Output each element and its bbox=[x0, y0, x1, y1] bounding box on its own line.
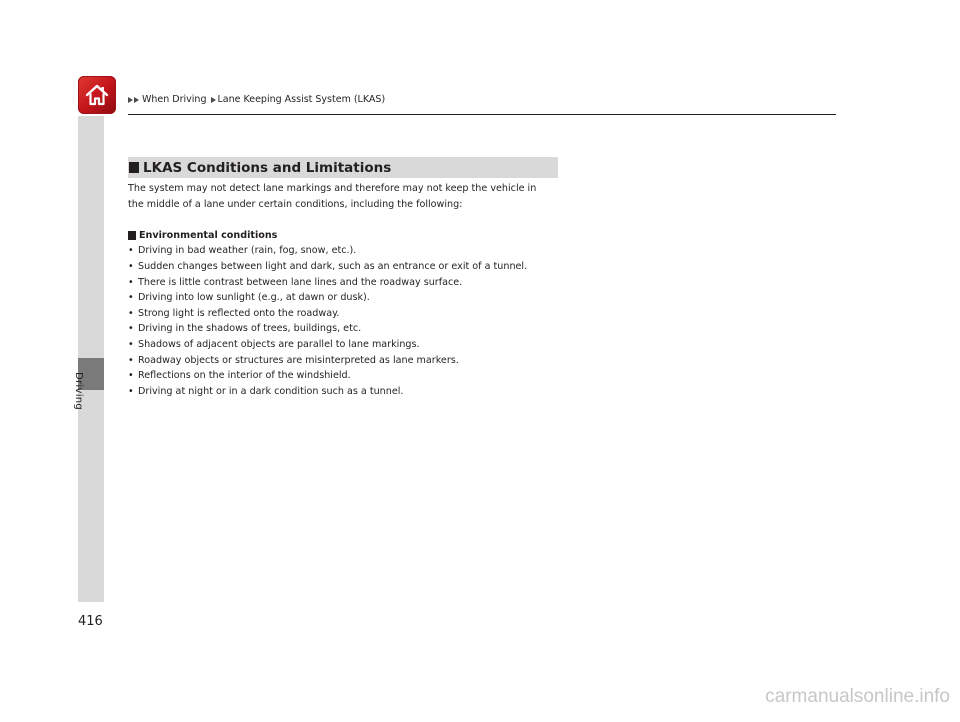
list-item bbox=[128, 368, 578, 384]
bullet-icon: • bbox=[128, 354, 134, 366]
list-item-text: Shadows of adjacent objects are parallel to lane markings. bbox=[138, 338, 420, 350]
list-item bbox=[128, 290, 578, 306]
breadcrumb-arrow-icon bbox=[128, 97, 133, 103]
bullet-icon: • bbox=[128, 338, 134, 350]
breadcrumb-item-when-driving[interactable]: When Driving bbox=[142, 94, 207, 105]
watermark: carmanualsonline.info bbox=[765, 686, 950, 707]
list-item bbox=[128, 321, 578, 337]
list-item bbox=[128, 259, 578, 275]
bullet-icon: • bbox=[128, 245, 134, 257]
sidebar-tab-lower bbox=[78, 390, 104, 602]
list-item-text: Driving at night or in a dark condition such as a tunnel. bbox=[138, 385, 404, 397]
header-divider bbox=[128, 114, 836, 115]
page-number: 416 bbox=[78, 614, 103, 629]
bullet-icon: • bbox=[128, 260, 134, 272]
sidebar-tab-upper bbox=[78, 116, 104, 358]
list-item-text: Sudden changes between light and dark, such as an entrance or exit of a tunnel. bbox=[138, 260, 528, 272]
list-item bbox=[128, 337, 578, 353]
intro-line: The system may not detect lane markings and therefore may not keep the vehicle in bbox=[128, 183, 537, 194]
breadcrumb-arrow-icon bbox=[134, 97, 139, 103]
bullet-icon: • bbox=[128, 276, 134, 288]
bullet-icon: • bbox=[128, 292, 134, 304]
breadcrumb bbox=[128, 94, 385, 105]
list-item bbox=[128, 353, 578, 369]
home-button[interactable] bbox=[78, 76, 116, 114]
bullet-icon: • bbox=[128, 370, 134, 382]
list-item-text: Strong light is reflected onto the roadway. bbox=[138, 307, 340, 319]
list-item-text: Driving in bad weather (rain, fog, snow, etc.). bbox=[138, 245, 357, 257]
list-item bbox=[128, 384, 578, 400]
list-item bbox=[128, 306, 578, 322]
section-body bbox=[128, 181, 578, 399]
section-title: LKAS Conditions and Limitations bbox=[143, 159, 392, 176]
section-square-icon bbox=[129, 162, 139, 173]
section-heading-bar bbox=[128, 157, 558, 178]
sidebar-section-label: Driving bbox=[73, 372, 84, 411]
list-item-text: Reflections on the interior of the windshield. bbox=[138, 370, 351, 382]
home-icon bbox=[84, 83, 110, 107]
subheading-text: Environmental conditions bbox=[139, 229, 278, 241]
list-item-text: There is little contrast between lane lines and the roadway surface. bbox=[138, 276, 463, 288]
list-item-text: Driving into low sunlight (e.g., at dawn or dusk). bbox=[138, 292, 370, 304]
bullet-icon: • bbox=[128, 307, 134, 319]
subheading-square-icon bbox=[128, 231, 136, 240]
intro-paragraph bbox=[128, 181, 578, 212]
intro-line: the middle of a lane under certain conditions, including the following: bbox=[128, 198, 463, 210]
conditions-list bbox=[128, 243, 578, 399]
list-item-text: Roadway objects or structures are misinterpreted as lane markers. bbox=[138, 354, 459, 366]
breadcrumb-arrow-icon bbox=[211, 97, 216, 103]
subheading bbox=[128, 228, 578, 244]
breadcrumb-item-lkas[interactable]: Lane Keeping Assist System (LKAS) bbox=[217, 94, 386, 105]
list-item-text: Driving in the shadows of trees, buildings, etc. bbox=[138, 323, 362, 335]
bullet-icon: • bbox=[128, 385, 134, 397]
bullet-icon: • bbox=[128, 323, 134, 335]
list-item bbox=[128, 243, 578, 259]
list-item bbox=[128, 275, 578, 291]
